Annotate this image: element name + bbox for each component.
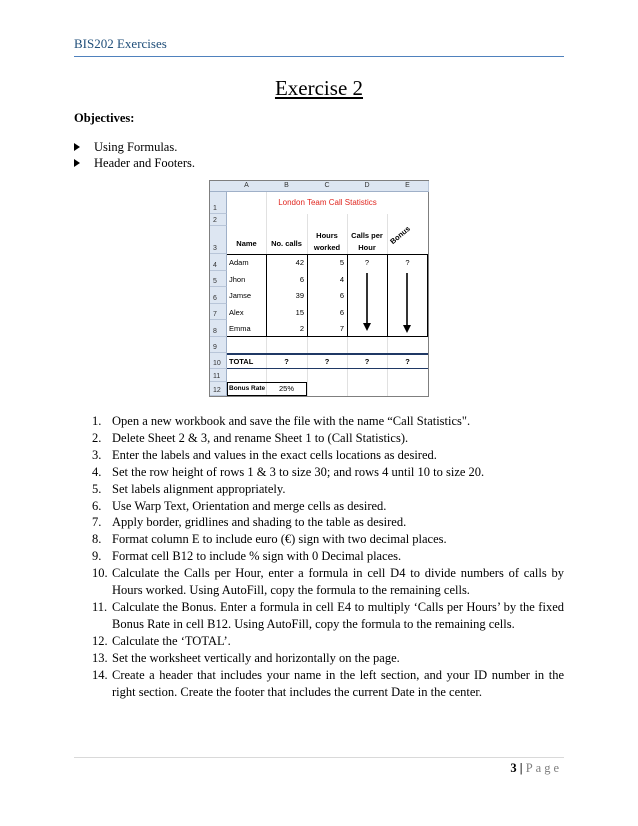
instruction-item [92, 413, 564, 430]
step-text: Calculate the Bonus. Enter a formula in cell E4 to multiply ‘Calls per Hours’ by the fixed Bonus Rate in cell B12. Using AutoFill, copy the formula to the remaining cells. [112, 599, 564, 631]
page-word: Page [525, 761, 562, 775]
step-text: Use Warp Text, Orientation and merge cells as desired. [112, 498, 387, 513]
cell-name: Alex [229, 308, 244, 317]
step-text: Delete Sheet 2 & 3, and rename Sheet 1 to (Call Statistics). [112, 430, 409, 445]
instruction-item [92, 447, 564, 464]
step-text: Calculate the Calls per Hour, enter a formula in cell D4 to divide numbers of calls by Hours worked. Using AutoFill, copy the formula to the remaining cells. [112, 566, 564, 598]
step-number: 13. [92, 650, 108, 665]
instruction-list [92, 413, 564, 700]
footer-separator: | [519, 761, 523, 775]
step-number: 14. [92, 667, 108, 682]
cell-name: Jamse [229, 291, 252, 300]
bullet-arrow-icon [74, 143, 80, 151]
header-cell-hours-2: worked [313, 243, 341, 252]
column-header: D [347, 181, 388, 192]
total-cell: ? [364, 357, 370, 366]
objective-item [74, 139, 195, 155]
total-cell: ? [284, 357, 289, 366]
instruction-item [92, 531, 564, 548]
step-text: Open a new workbook and save the file with the name “Call Statistics". [112, 414, 471, 428]
cell-hours: 4 [339, 275, 344, 284]
step-number: 3. [92, 447, 102, 462]
header-text: BIS202 Exercises [74, 36, 167, 51]
step-number: 5. [92, 481, 102, 496]
cell-hours: 7 [339, 324, 344, 333]
bonus-rate-label: Bonus Rate [229, 385, 266, 392]
row-header: 10 [210, 353, 227, 369]
header-rule [74, 56, 564, 57]
objectives-list [74, 139, 195, 171]
step-number: 1. [92, 414, 102, 428]
step-text: Format cell B12 to include % sign with 0 Decimal places. [112, 549, 402, 564]
row-header: 11 [210, 369, 227, 382]
row-header: 1 [210, 192, 227, 214]
row-header: 3 [210, 226, 227, 254]
down-arrow-icon [363, 273, 371, 331]
instruction-item [92, 599, 564, 633]
step-text: Set labels alignment appropriately. [112, 481, 286, 496]
cell-calls: 42 [295, 258, 304, 267]
cell-cph: ? [364, 258, 370, 267]
cell-hours: 5 [339, 258, 344, 267]
step-text: Enter the labels and values in the exact cells locations as desired. [112, 447, 437, 462]
page-header [74, 36, 564, 52]
bullet-arrow-icon [74, 159, 80, 167]
sheet-title-cell: London Team Call Statistics [278, 198, 377, 207]
instruction-item [92, 481, 564, 498]
total-cell: ? [324, 357, 330, 366]
cell-calls: 6 [299, 275, 304, 284]
cell-hours: 6 [339, 308, 344, 317]
total-label: TOTAL [229, 357, 254, 366]
header-cell-calls: No. calls [271, 239, 302, 248]
step-number: 7. [92, 515, 102, 530]
header-cell-bonus: Bonus [388, 224, 412, 246]
step-text: Create a header that includes your name in the left section, and your ID number in the right section. Create the footer that includes the current Date in the center. [112, 667, 564, 699]
step-number: 12. [92, 633, 108, 648]
instruction-item [92, 633, 564, 650]
instruction-item [92, 464, 564, 481]
header-cell-hours-1: Hours [316, 231, 338, 240]
cell-name: Emma [229, 324, 251, 333]
sheet-corner [210, 181, 228, 192]
row-header: 8 [210, 320, 227, 337]
instruction-item [92, 430, 564, 447]
step-number: 2. [92, 430, 102, 445]
cell-hours: 6 [339, 291, 344, 300]
instruction-item [92, 514, 564, 531]
row-header: 12 [210, 382, 227, 396]
step-text: Set the worksheet vertically and horizontally on the page. [112, 650, 400, 665]
column-header: B [266, 181, 308, 192]
bonus-rate-value: 25% [278, 384, 294, 393]
step-text: Format column E to include euro (€) sign with two decimal places. [112, 532, 447, 547]
instruction-item [92, 650, 564, 667]
row-header: 9 [210, 337, 227, 353]
row-header: 5 [210, 271, 227, 287]
cell-name: Jhon [229, 275, 246, 284]
total-cell: ? [405, 357, 410, 366]
step-number: 4. [92, 464, 102, 479]
step-text: Calculate the ‘TOTAL’. [112, 633, 231, 648]
step-number: 9. [92, 549, 102, 564]
objectives-label: Objectives: [74, 111, 135, 125]
step-text: Apply border, gridlines and shading to the table as desired. [112, 515, 407, 530]
header-cell-cph-1: Calls per [351, 231, 383, 240]
autofill-arrows [347, 271, 428, 337]
cell-calls: 2 [299, 324, 304, 333]
step-number: 8. [92, 532, 102, 547]
objective-item [74, 155, 195, 171]
cell-name: Adam [229, 258, 249, 267]
down-arrow-icon [403, 273, 411, 333]
cell-calls: 39 [295, 291, 304, 300]
column-header: E [387, 181, 429, 192]
instruction-item [92, 548, 564, 565]
objective-text: Header and Footers. [94, 155, 196, 170]
page-title: Exercise 2 [274, 76, 364, 100]
step-number: 11. [92, 599, 108, 614]
instruction-item [92, 498, 564, 515]
column-header: C [307, 181, 348, 192]
header-cell-name: Name [236, 239, 257, 248]
step-number: 10. [92, 566, 108, 581]
objective-text: Using Formulas. [94, 139, 178, 154]
step-text: Set the row height of rows 1 & 3 to size 30; and rows 4 until 10 to size 20. [112, 464, 485, 479]
instruction-item [92, 667, 564, 701]
instruction-item [92, 565, 564, 599]
page-number: 3 [510, 761, 517, 775]
row-header: 4 [210, 254, 227, 271]
page-footer [510, 761, 562, 776]
cell-calls: 15 [295, 308, 304, 317]
row-header: 6 [210, 287, 227, 304]
header-cell-cph-2: Hour [358, 243, 376, 252]
footer-rule [74, 757, 564, 758]
step-number: 6. [92, 498, 102, 513]
column-header: A [227, 181, 267, 192]
spreadsheet-figure [209, 180, 429, 397]
cell-bonus: ? [405, 258, 410, 267]
row-header: 7 [210, 304, 227, 320]
row-header: 2 [210, 214, 227, 226]
